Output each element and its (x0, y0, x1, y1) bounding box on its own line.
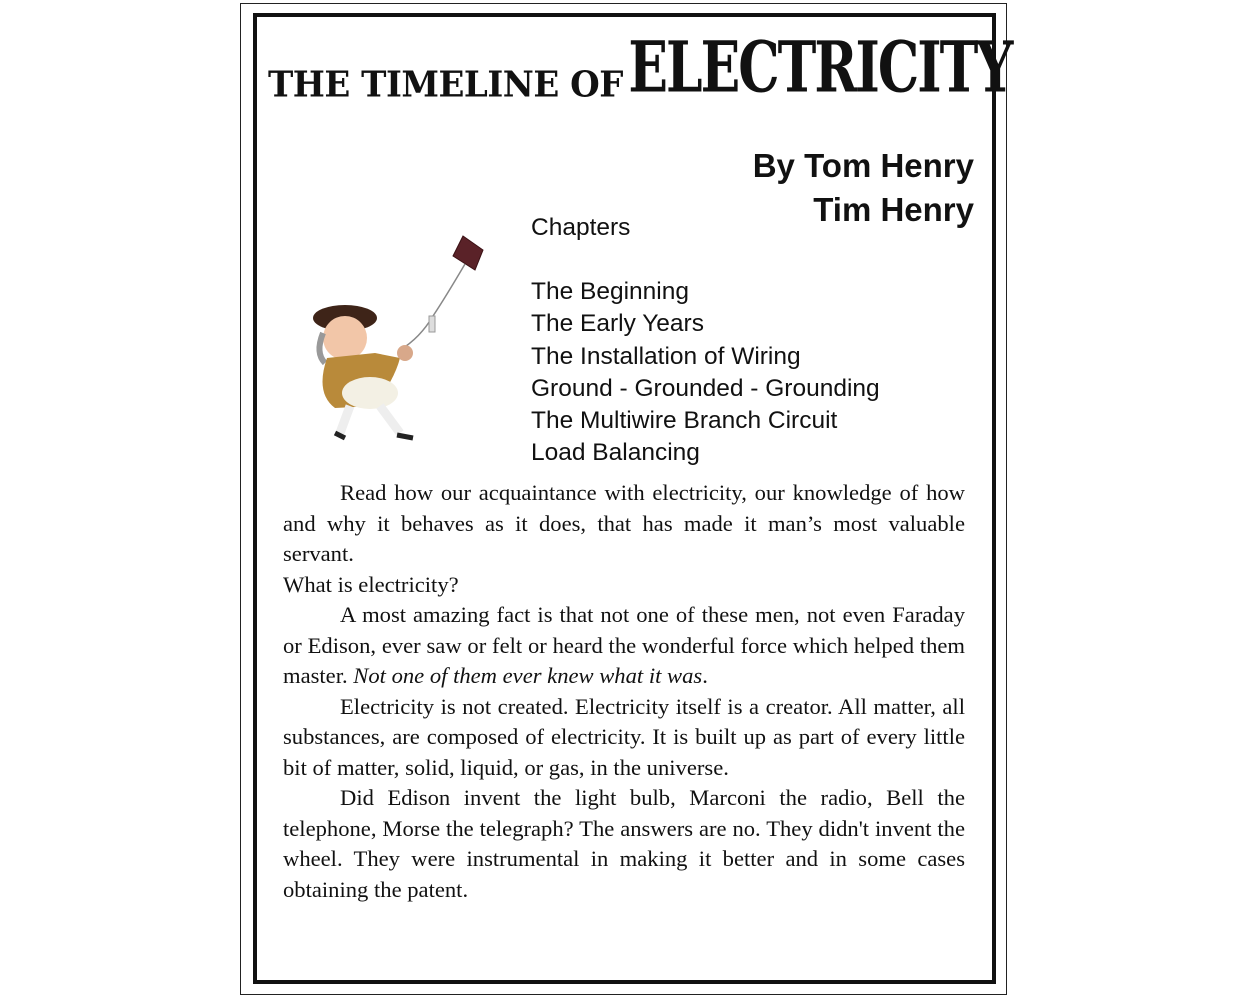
chapter-item: The Multiwire Branch Circuit (531, 407, 838, 435)
paragraph: Read how our acquaintance with electricity, our knowledge of how and why it behaves as it does, that has made it man’s most valuable servant. (283, 480, 965, 566)
chapter-item: Load Balancing (531, 439, 700, 467)
paragraph: What is electricity? (283, 571, 459, 597)
paragraph (283, 600, 965, 692)
paragraph: Did Edison invent the light bulb, Marconi the radio, Bell the telephone, Morse the telegraph? The answers are no. They didn't invent the wheel. They were instrumental in making it better and in some cases obtaining the patent. (283, 785, 965, 902)
chapters-list (531, 212, 880, 469)
paragraph-italic: Not one of them ever knew what it was (353, 663, 703, 688)
paragraph-text: A most amazing fact is that not one of these men, not even Faraday or Edison, ever saw or felt or heard the wonderful force which helped them master. (283, 602, 965, 688)
page-title (268, 26, 1012, 118)
title-part-1: THE TIMELINE OF (268, 64, 623, 106)
chapters-heading: Chapters (531, 214, 631, 241)
body-text (283, 478, 965, 905)
paragraph-text: . (702, 663, 708, 688)
chapter-item: The Early Years (531, 310, 704, 338)
author-2: Tim Henry (813, 191, 974, 228)
paragraph: Electricity is not created. Electricity itself is a creator. All matter, all substances, are composed of electricity. It is built up as part of every little bit of matter, solid, liquid, or gas, in the universe. (283, 693, 965, 780)
title-part-2: ELECTRICITY (628, 26, 1012, 109)
chapter-item: The Beginning (531, 278, 690, 306)
chapter-item: Ground - Grounded - Grounding (531, 374, 880, 402)
chapter-item: The Installation of Wiring (531, 342, 801, 370)
ben-franklin-flying-kite-icon (305, 228, 505, 450)
author-1: By Tom Henry (752, 147, 974, 184)
